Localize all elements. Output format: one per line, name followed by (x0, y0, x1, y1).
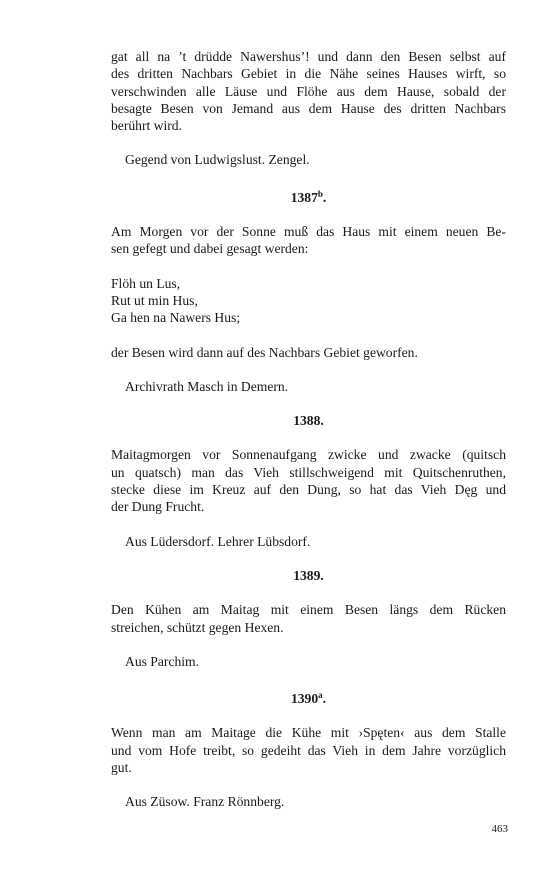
entry-1389-heading: 1389. (293, 567, 324, 583)
entry-1390a-paragraph (111, 724, 506, 776)
text-line: berührt wird. (111, 118, 182, 134)
text-line: Den Kühen am Maitag mit einem Besen längs dem Rücken (111, 602, 506, 618)
entry-1387b-paragraph (111, 223, 506, 258)
entry-1390a-heading (111, 687, 506, 707)
entry-period: . (322, 691, 327, 707)
text-line: gat all na ’t drüdde Nawershus’! und dann den Besen selbst auf (111, 49, 506, 64)
entry-1387b-verse-line: Flöh un Lus, (111, 275, 181, 291)
entry-1387b-verse-line: Rut ut min Hus, (111, 292, 198, 308)
entry-number: 1387 (290, 189, 318, 205)
entry-suffix: a (318, 690, 323, 701)
entry-1389-source: Aus Parchim. (125, 653, 200, 669)
text-line: Wenn man am Maitage die Kühe mit ›Spęten‹ aus dem Stalle (111, 725, 506, 741)
text-line: sen gefegt und dabei gesagt werden: (111, 241, 309, 257)
text-line: des dritten Nachbars Gebiet in die Nähe seines Hauses wirft, so (111, 66, 506, 82)
entry-1387a-paragraph (111, 48, 506, 134)
text-line: der Dung Frucht. (111, 499, 205, 515)
entry-number: 1390 (290, 691, 319, 707)
entry-1389-paragraph (111, 601, 506, 636)
text-line: un quatsch) man das Vieh stillschweigend mit Quitschenruthen, (111, 464, 506, 480)
text-line: Am Morgen vor der Sonne muß das Haus mit einem neuen Be- (111, 224, 506, 240)
entry-1387b-heading (111, 186, 506, 206)
page-number: 463 (491, 823, 508, 835)
entry-1388-source: Aus Lüdersdorf. Lehrer Lübsdorf. (125, 533, 311, 549)
entry-1388-heading: 1388. (293, 413, 324, 429)
text-line: gut. (111, 760, 132, 776)
text-line: streichen, schützt gegen Hexen. (111, 619, 284, 635)
page-body (111, 48, 506, 811)
entry-1387b-after (111, 344, 506, 361)
entry-1387b-source: Archivrath Masch in Demern. (125, 378, 289, 394)
text-line: stecke diese im Kreuz auf den Dung, so hat das Vieh Dęg und (111, 482, 506, 498)
entry-1387a-source: Gegend von Ludwigslust. Zengel. (125, 152, 310, 168)
entry-1387b-verse-line: Ga hen na Nawers Hus; (111, 310, 241, 326)
entry-suffix: b (317, 188, 323, 199)
entry-1388-paragraph (111, 446, 506, 515)
entry-1390a-source: Aus Züsow. Franz Rönnberg. (125, 794, 285, 810)
entry-period: . (322, 189, 327, 205)
text-line: und vom Hofe treibt, so gedeiht das Vieh in dem Jahre vorzüglich (111, 742, 506, 758)
text-line: besagte Besen von Jemand aus dem Hause des dritten Nachbars (111, 100, 506, 116)
text-line: verschwinden alle Läuse und Flöhe aus dem Hause, sobald der (111, 83, 506, 99)
text-line: Maitagmorgen vor Sonnenaufgang zwicke und zwacke (quitsch (111, 447, 506, 463)
text-line: der Besen wird dann auf des Nachbars Gebiet geworfen. (111, 344, 418, 360)
